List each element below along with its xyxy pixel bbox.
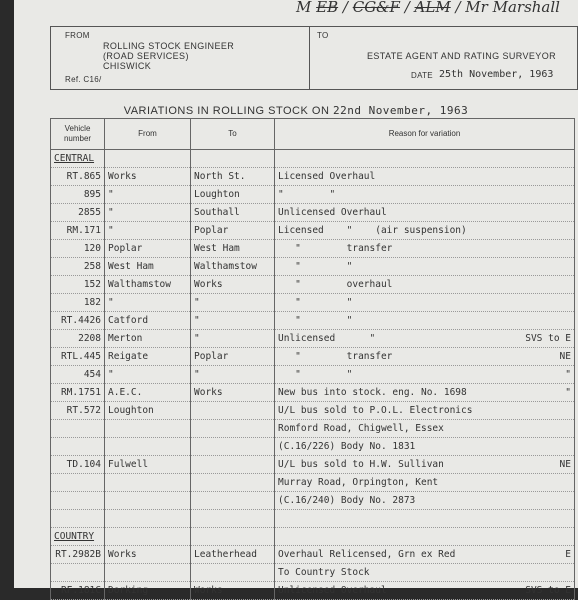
date-label: DATE — [411, 71, 433, 80]
title-date: 22nd November, 1963 — [332, 104, 469, 117]
date-value: 25th November, 1963 — [439, 69, 554, 80]
reason-cell — [275, 366, 575, 384]
reason-cell — [275, 474, 575, 492]
empty-cell — [275, 150, 575, 168]
to-cell: Loughton — [191, 186, 275, 204]
table-row — [51, 420, 575, 438]
to-cell: Walthamstow — [191, 258, 275, 276]
table-row — [51, 384, 575, 402]
reason-cell — [275, 492, 575, 510]
table-body — [51, 150, 575, 600]
from-cell: Loughton — [105, 402, 191, 420]
table-row — [51, 582, 575, 600]
reason-wrap — [278, 225, 571, 236]
reason-cell — [275, 312, 575, 330]
reason-wrap — [278, 315, 571, 326]
reason-cell — [275, 258, 575, 276]
table-row — [51, 222, 575, 240]
reason-text: Romford Road, Chigwell, Essex — [278, 423, 444, 434]
reason-cell — [275, 294, 575, 312]
reason-wrap — [278, 369, 571, 380]
col-vehicle-header-line2: number — [63, 134, 92, 143]
table-row — [51, 474, 575, 492]
vehicle-cell — [51, 564, 105, 582]
from-line-2: (ROAD SERVICES) — [103, 51, 189, 61]
reason-cell — [275, 456, 575, 474]
vehicle-cell — [51, 438, 105, 456]
to-cell — [191, 564, 275, 582]
reason-text: Murray Road, Orpington, Kent — [278, 477, 439, 488]
from-cell — [105, 564, 191, 582]
col-reason-header: Reason for variation — [275, 119, 575, 150]
routing-name: Mr Marshall — [465, 0, 560, 16]
vehicle-cell — [51, 474, 105, 492]
from-cell: Reigate — [105, 348, 191, 366]
reason-text: (C.16/226) Body No. 1831 — [278, 441, 416, 452]
to-cell: " — [191, 294, 275, 312]
section-label: COUNTRY — [51, 528, 105, 546]
table-header-row — [51, 119, 575, 150]
reason-cell — [275, 546, 575, 564]
variations-table — [50, 118, 575, 600]
from-cell — [105, 492, 191, 510]
from-cell: " — [105, 366, 191, 384]
to-cell: North St. — [191, 168, 275, 186]
to-cell: " — [191, 312, 275, 330]
from-line-3: CHISWICK — [103, 61, 152, 71]
vehicle-cell: RT.865 — [51, 168, 105, 186]
reason-text: Licensed " (air suspension) — [278, 225, 467, 236]
reason-cell — [275, 384, 575, 402]
to-label: TO — [317, 31, 329, 40]
table-row — [51, 456, 575, 474]
reason-text: U/L bus sold to H.W. Sullivan — [278, 459, 444, 470]
to-cell — [191, 510, 275, 528]
reason-wrap — [278, 495, 571, 506]
empty-cell — [105, 528, 191, 546]
from-cell — [105, 474, 191, 492]
reason-wrap — [278, 189, 571, 200]
from-cell: Catford — [105, 312, 191, 330]
reason-wrap — [278, 549, 571, 560]
document-sheet — [14, 0, 578, 596]
reason-text: Overhaul Relicensed, Grn ex Red — [278, 549, 456, 560]
vehicle-cell — [51, 420, 105, 438]
to-cell — [191, 492, 275, 510]
reason-wrap — [278, 297, 571, 308]
reason-text: " transfer — [278, 351, 393, 362]
reason-text: Unlicensed Overhaul — [278, 207, 387, 218]
reason-text: To Country Stock — [278, 567, 370, 578]
to-cell — [191, 438, 275, 456]
reason-wrap — [278, 441, 571, 452]
reason-text: New bus into stock. eng. No. 1698 — [278, 387, 467, 398]
table-row — [51, 312, 575, 330]
from-cell — [105, 438, 191, 456]
reason-wrap — [278, 567, 571, 578]
table-row — [51, 168, 575, 186]
from-cell: Dorking — [105, 582, 191, 600]
col-to-header: To — [191, 119, 275, 150]
col-vehicle-header-line1: Vehicle — [64, 124, 91, 133]
to-cell: " — [191, 330, 275, 348]
from-box — [50, 26, 310, 90]
reason-text: Licensed Overhaul — [278, 171, 376, 182]
reason-note: E — [565, 549, 571, 560]
empty-cell — [191, 528, 275, 546]
vehicle-cell — [51, 510, 105, 528]
reason-cell — [275, 330, 575, 348]
reason-cell — [275, 438, 575, 456]
vehicle-cell: 152 — [51, 276, 105, 294]
table-row — [51, 258, 575, 276]
to-cell: Works — [191, 582, 275, 600]
from-cell — [105, 510, 191, 528]
reason-note: SVS to E — [525, 585, 571, 596]
reason-cell — [275, 420, 575, 438]
to-box — [309, 26, 578, 90]
to-cell — [191, 456, 275, 474]
reason-text: (C.16/240) Body No. 2873 — [278, 495, 416, 506]
reason-text: U/L bus sold to P.O.L. Electronics — [278, 405, 473, 416]
vehicle-cell: RM.1751 — [51, 384, 105, 402]
reason-cell — [275, 204, 575, 222]
reason-wrap — [278, 279, 571, 290]
to-cell: " — [191, 366, 275, 384]
reason-text: " " — [278, 189, 336, 200]
to-cell — [191, 402, 275, 420]
section-row — [51, 528, 575, 546]
to-cell: Leatherhead — [191, 546, 275, 564]
col-vehicle-header — [51, 119, 105, 150]
from-cell: " — [105, 204, 191, 222]
vehicle-cell: 454 — [51, 366, 105, 384]
reason-cell — [275, 402, 575, 420]
from-cell: Works — [105, 168, 191, 186]
from-cell: " — [105, 294, 191, 312]
table-row — [51, 564, 575, 582]
vehicle-cell: RM.171 — [51, 222, 105, 240]
table-row — [51, 294, 575, 312]
vehicle-cell: 182 — [51, 294, 105, 312]
reason-wrap — [278, 423, 571, 434]
to-line: ESTATE AGENT AND RATING SURVEYOR — [367, 51, 557, 61]
reason-text: Unlicensed Overhaul — [278, 585, 387, 596]
from-cell: Poplar — [105, 240, 191, 258]
to-cell: West Ham — [191, 240, 275, 258]
ref-label: Ref. C16/ — [65, 75, 102, 84]
table-row — [51, 546, 575, 564]
reason-wrap — [278, 207, 571, 218]
col-from-header: From — [105, 119, 191, 150]
routing-struck-2: CG&F — [352, 0, 400, 16]
reason-note: NE — [559, 351, 571, 362]
reason-cell — [275, 582, 575, 600]
reason-cell — [275, 168, 575, 186]
vehicle-cell — [51, 492, 105, 510]
reason-note: SVS to E — [525, 333, 571, 344]
table-row — [51, 348, 575, 366]
routing-struck-3: ALM — [414, 0, 451, 16]
reason-wrap — [278, 405, 571, 416]
reason-text: " " — [278, 261, 353, 272]
table-row — [51, 438, 575, 456]
reason-wrap — [278, 585, 571, 596]
reason-wrap — [278, 333, 571, 344]
reason-text: " transfer — [278, 243, 393, 254]
reason-note: " — [565, 369, 571, 380]
reason-text: Unlicensed " — [278, 333, 376, 344]
reason-note: NE — [559, 459, 571, 470]
from-line-1: ROLLING STOCK ENGINEER — [103, 41, 235, 51]
reason-text: " " — [278, 297, 353, 308]
handwritten-routing: M EB / CG&F / ALM / Mr Marshall — [296, 0, 560, 16]
to-cell — [191, 474, 275, 492]
vehicle-cell: RT.2982B — [51, 546, 105, 564]
vehicle-cell: RTL.445 — [51, 348, 105, 366]
table-row — [51, 186, 575, 204]
reason-cell — [275, 222, 575, 240]
reason-cell — [275, 510, 575, 528]
to-cell — [191, 420, 275, 438]
reason-note: " — [565, 387, 571, 398]
vehicle-cell: 258 — [51, 258, 105, 276]
reason-wrap — [278, 387, 571, 398]
section-row — [51, 150, 575, 168]
reason-cell — [275, 240, 575, 258]
table-row — [51, 330, 575, 348]
reason-wrap — [278, 261, 571, 272]
from-cell: " — [105, 222, 191, 240]
reason-wrap — [278, 477, 571, 488]
vehicle-cell: TD.104 — [51, 456, 105, 474]
table-row — [51, 276, 575, 294]
reason-text: " " — [278, 369, 353, 380]
vehicle-cell: 895 — [51, 186, 105, 204]
vehicle-cell: RT.572 — [51, 402, 105, 420]
table-row — [51, 492, 575, 510]
vehicle-cell: 2208 — [51, 330, 105, 348]
reason-cell — [275, 564, 575, 582]
to-cell: Poplar — [191, 222, 275, 240]
vehicle-cell: RF.181C — [51, 582, 105, 600]
reason-cell — [275, 186, 575, 204]
from-cell: Merton — [105, 330, 191, 348]
routing-prefix: M — [296, 0, 312, 16]
vehicle-cell: RT.4426 — [51, 312, 105, 330]
from-cell: " — [105, 186, 191, 204]
reason-text: " overhaul — [278, 279, 393, 290]
empty-cell — [105, 150, 191, 168]
from-cell: Works — [105, 546, 191, 564]
to-cell: Poplar — [191, 348, 275, 366]
from-cell — [105, 420, 191, 438]
reason-wrap — [278, 171, 571, 182]
to-cell: Works — [191, 384, 275, 402]
reason-wrap — [278, 351, 571, 362]
table-row — [51, 204, 575, 222]
title-prefix: VARIATIONS IN ROLLING STOCK ON — [123, 105, 330, 117]
from-cell: Fulwell — [105, 456, 191, 474]
from-cell: Walthamstow — [105, 276, 191, 294]
section-label: CENTRAL — [51, 150, 105, 168]
reason-cell — [275, 348, 575, 366]
table-row — [51, 510, 575, 528]
empty-cell — [275, 528, 575, 546]
table-row — [51, 240, 575, 258]
reason-wrap — [278, 459, 571, 470]
reason-text: " " — [278, 315, 353, 326]
vehicle-cell: 120 — [51, 240, 105, 258]
to-cell: Works — [191, 276, 275, 294]
empty-cell — [191, 150, 275, 168]
from-cell: West Ham — [105, 258, 191, 276]
table-row — [51, 402, 575, 420]
from-label: FROM — [65, 31, 90, 40]
page-title — [14, 104, 578, 117]
reason-wrap — [278, 243, 571, 254]
to-cell: Southall — [191, 204, 275, 222]
reason-cell — [275, 276, 575, 294]
vehicle-cell: 2855 — [51, 204, 105, 222]
from-cell: A.E.C. — [105, 384, 191, 402]
table-row — [51, 366, 575, 384]
routing-struck-1: EB — [316, 0, 339, 16]
